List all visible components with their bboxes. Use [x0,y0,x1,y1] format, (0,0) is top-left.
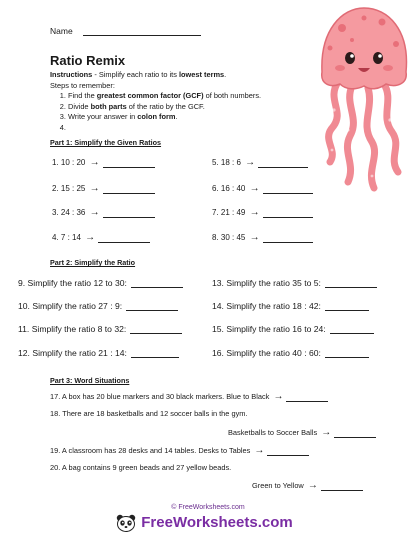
answer-blank[interactable] [286,400,328,402]
footer-url[interactable]: © FreeWorksheets.com [171,504,245,511]
name-row [50,26,201,36]
step-3: 3. Write your answer in colon form. [68,112,310,123]
part1-item-8: 8. 30 : 45 → [212,232,313,243]
jellyfish-illustration [316,0,412,206]
step-4 [68,123,310,134]
part3-item-18: 18. There are 18 basketballs and 12 soccer balls in the gym. [50,409,248,418]
answer-blank[interactable] [103,166,155,168]
part2-item-9: 9. Simplify the ratio 12 to 30: [18,278,183,288]
name-label: Name [50,26,73,36]
part2-item-13: 13. Simplify the ratio 35 to 5: [212,278,377,288]
answer-blank[interactable] [98,241,150,243]
name-blank[interactable] [83,34,201,36]
answer-blank[interactable] [126,309,178,311]
answer-blank[interactable] [103,192,155,194]
answer-blank[interactable] [258,166,308,168]
part2-item-10: 10. Simplify the ratio 27 : 9: [18,301,178,311]
answer-blank[interactable] [103,216,155,218]
answer-blank[interactable] [263,216,313,218]
answer-blank[interactable] [130,332,182,334]
answer-blank[interactable] [131,356,179,358]
answer-blank[interactable] [330,332,374,334]
answer-blank[interactable] [321,489,363,491]
part1-item-5: 5. 18 : 6 → [212,157,308,168]
steps-intro: Steps to remember: [50,80,115,90]
answer-blank[interactable] [334,436,376,438]
answer-blank[interactable] [131,286,183,288]
step-2: 2. Divide both parts of the ratio by the GCF. [68,102,310,113]
part2-item-16: 16. Simplify the ratio 40 : 60: [212,348,369,358]
part2-heading: Part 2: Simplify the Ratio [50,258,136,267]
part2-item-12: 12. Simplify the ratio 21 : 14: [18,348,179,358]
steps-list [50,91,310,133]
answer-blank[interactable] [325,356,369,358]
footer-brand[interactable]: FreeWorksheets.com [141,514,293,531]
answer-blank[interactable] [325,286,377,288]
part1-item-4: 4. 7 : 14 → [52,232,150,243]
answer-blank[interactable] [325,309,369,311]
instructions-lead: Instructions [50,70,93,79]
answer-blank[interactable] [263,192,313,194]
part1-item-1: 1. 10 : 20 → [52,157,155,168]
step-1: 1. Find the greatest common factor (GCF) of both numbers. [68,91,310,102]
part2-item-15: 15. Simplify the ratio 16 to 24: [212,324,374,334]
part3-item-19: 19. A classroom has 28 desks and 14 tables. Desks to Tables → [50,445,309,456]
page-title: Ratio Remix [50,53,126,68]
part1-item-6: 6. 16 : 40 → [212,183,313,194]
part1-item-7: 7. 21 : 49 → [212,207,313,218]
part3-item-18-answer: Basketballs to Soccer Balls → [228,427,376,438]
part3-item-20: 20. A bag contains 9 green beads and 27 yellow beads. [50,463,232,472]
part3-heading: Part 3: Word Situations [50,376,130,385]
instructions: Instructions - Simplify each ratio to its lowest terms. Steps to remember: 1. Find the greatest common factor (GCF) of both numbers. 2. Divide both parts of the ratio by the GCF. 3. Write your answer in colon form. 4. [50,70,310,134]
part1-item-3: 3. 24 : 36 → [52,207,155,218]
part3-item-17: 17. A box has 20 blue markers and 30 black markers. Blue to Black → [50,391,328,402]
answer-blank[interactable] [263,241,313,243]
part1-heading: Part 1: Simplify the Given Ratios [50,138,162,147]
part2-item-11: 11. Simplify the ratio 8 to 32: [18,324,182,334]
part3-item-20-answer: Green to Yellow → [252,480,363,491]
answer-blank[interactable] [267,454,309,456]
part1-item-2: 2. 15 : 25 → [52,183,155,194]
part2-item-14: 14. Simplify the ratio 18 : 42: [212,301,369,311]
